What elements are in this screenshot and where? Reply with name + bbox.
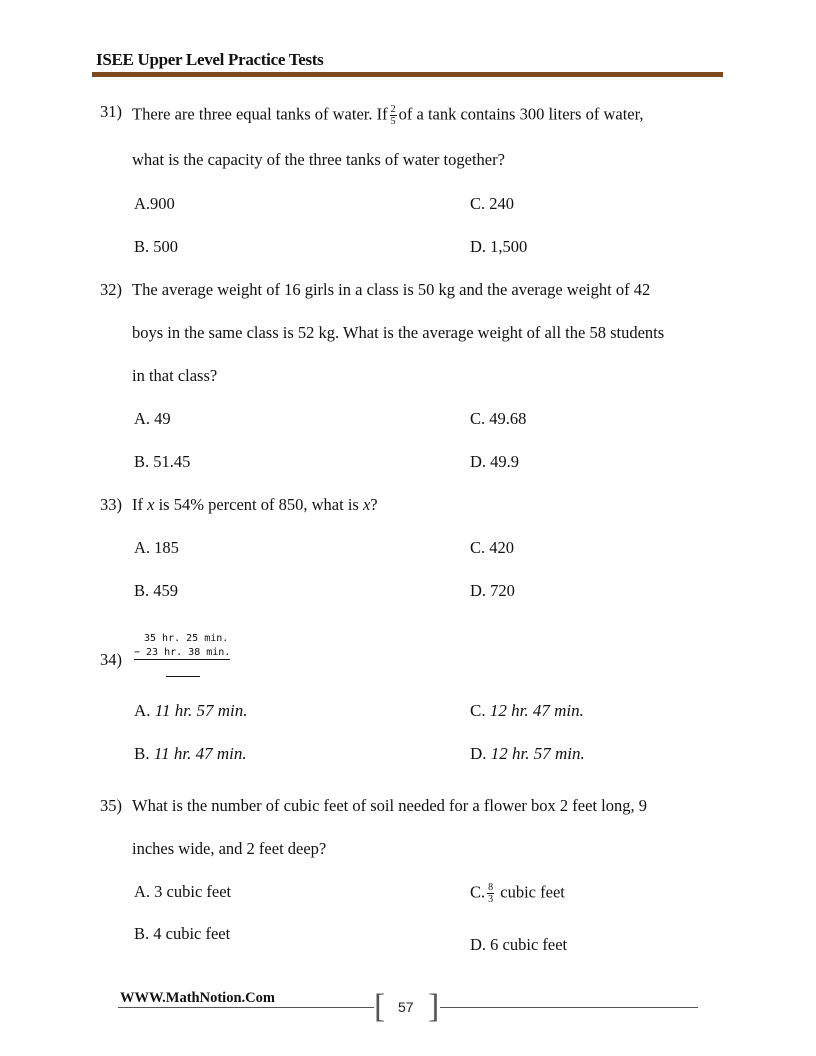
question-33-option-b: B. 459 (134, 581, 179, 600)
fraction-denominator: 3 (488, 894, 494, 905)
question-32-text-line3: in that class? (132, 366, 218, 385)
question-32-option-b: B. 51.45 (134, 452, 191, 471)
option-a-value: 11 hr. 57 min. (154, 701, 248, 720)
option-d-value: 12 hr. 57 min. (490, 744, 585, 763)
question-34-option-b (134, 745, 247, 762)
question-34-option-c (470, 702, 584, 719)
option-b-label: B. (134, 744, 150, 763)
question-31-option-b: B. 500 (134, 237, 179, 256)
question-34-number: 34) (100, 650, 122, 669)
question-33-option-d: D. 720 (470, 581, 515, 600)
question-31-text-line1 (132, 104, 644, 127)
question-33-option-a: A. 185 (134, 538, 179, 557)
question-33-text-post: ? (370, 495, 378, 514)
fraction-numerator: 8 (488, 882, 494, 893)
option-c-label: C. (470, 701, 486, 720)
question-33-number: 33) (100, 495, 122, 514)
question-31-number: 31) (100, 102, 122, 121)
variable-x: x (147, 495, 155, 514)
question-33-option-c: C. 420 (470, 538, 515, 557)
question-32-option-c: C. 49.68 (470, 409, 527, 428)
option-c-text: cubic feet (500, 882, 565, 902)
fraction-denominator: 5 (390, 116, 396, 127)
question-35-text-line1: What is the number of cubic feet of soil needed for a flower box 2 feet long, 9 (132, 796, 647, 815)
question-33-text-mid: is 54% percent of 850, what is (158, 495, 359, 514)
footer-divider-left (118, 1007, 374, 1008)
answer-blank (166, 676, 200, 677)
subtraction-problem (134, 632, 230, 660)
question-31-text-post: of a tank contains 300 liters of water, (398, 104, 644, 124)
question-35-number: 35) (100, 796, 122, 815)
question-31-option-d: D. 1,500 (470, 237, 528, 256)
fraction-numerator: 2 (390, 104, 396, 115)
fraction-eight-thirds (487, 882, 494, 905)
footer-website: WWW.MathNotion.Com (120, 990, 275, 1006)
question-32-number: 32) (100, 280, 122, 299)
left-bracket-icon: [ (374, 988, 386, 1025)
page-number: 57 (398, 999, 414, 1015)
question-34-option-d (470, 745, 585, 762)
question-31-text-line2: what is the capacity of the three tanks of water together? (132, 150, 505, 169)
subtraction-bottom-line: − 23 hr. 38 min. (134, 646, 230, 661)
question-32-option-d: D. 49.9 (470, 452, 520, 471)
question-31-text-pre: There are three equal tanks of water. If (132, 104, 388, 124)
option-d-label: D. (470, 744, 487, 763)
question-34-option-a (134, 702, 248, 719)
option-b-value: 11 hr. 47 min. (153, 744, 247, 763)
right-bracket-icon: ] (428, 988, 440, 1025)
question-35-option-b: B. 4 cubic feet (134, 924, 231, 943)
question-31-option-a: A.900 (134, 194, 175, 213)
option-c-value: 12 hr. 47 min. (489, 701, 584, 720)
question-32-text-line2: boys in the same class is 52 kg. What is the average weight of all the 58 students (132, 323, 665, 342)
option-a-label: A. (134, 701, 151, 720)
option-c-label: C. (470, 882, 486, 902)
variable-x: x (362, 495, 371, 514)
page-header-title: ISEE Upper Level Practice Tests (96, 50, 324, 69)
question-32-text-line1: The average weight of 16 girls in a class is 50 kg and the average weight of 42 (132, 280, 651, 299)
question-35-option-d: D. 6 cubic feet (470, 935, 568, 954)
question-33-text-pre: If (132, 495, 143, 514)
question-35-option-c (470, 882, 565, 905)
question-32-option-a: A. 49 (134, 409, 171, 428)
question-31-option-c: C. 240 (470, 194, 515, 213)
question-33-text (132, 497, 378, 514)
subtraction-top-line: 35 hr. 25 min. (144, 633, 229, 644)
fraction-two-fifths (390, 104, 397, 127)
header-divider (92, 72, 723, 77)
question-35-text-line2: inches wide, and 2 feet deep? (132, 839, 327, 858)
question-35-option-a: A. 3 cubic feet (134, 882, 232, 901)
footer-divider-right (440, 1007, 698, 1008)
